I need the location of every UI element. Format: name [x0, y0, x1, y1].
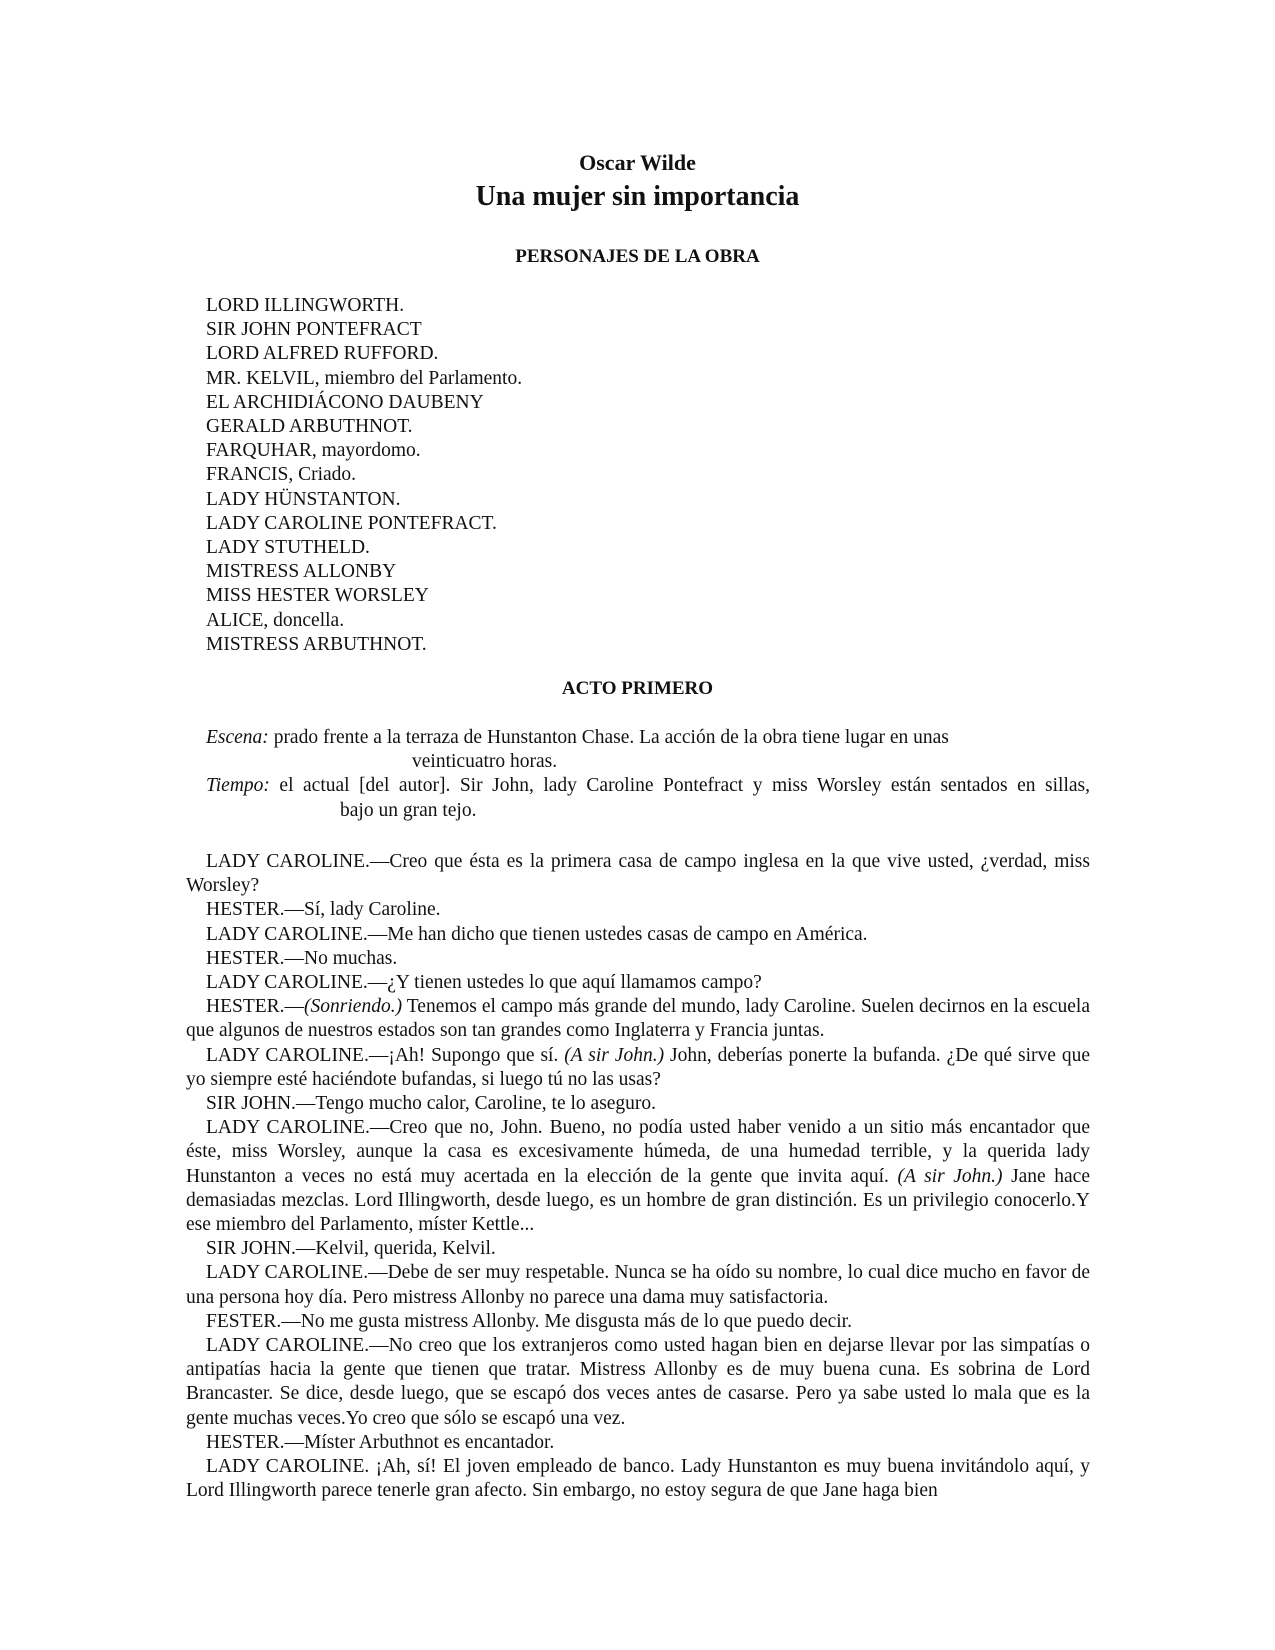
character-item: LORD ILLINGWORTH. [206, 295, 405, 316]
dialogue-line: FESTER.—No me gusta mistress Allonby. Me disgusta más de lo que puedo decir. [206, 1310, 852, 1332]
act-heading: ACTO PRIMERO [561, 678, 714, 699]
speech-text: John, deberías ponerte la bufanda. ¿De qué sirve que yo siempre esté haciéndote bufandas, si luego tú no las usas? [186, 1044, 1090, 1090]
dialogue-line: SIR JOHN.—Tengo mucho calor, Caroline, te lo aseguro. [206, 1093, 657, 1115]
time-paragraph [186, 774, 1090, 822]
stage-direction: (Sonriendo.) [304, 996, 403, 1018]
stage-direction: (A sir John.) [564, 1044, 665, 1066]
time-text-continued: bajo un gran tejo. [340, 799, 477, 821]
scene-text-continued: veinticuatro horas. [412, 751, 558, 773]
speech-text: Jane hace demasiadas mezclas. Lord Illingworth, desde luego, es un hombre de gran distinción. Es un privilegio conocerlo.Y ese miembro del Parlamento, míster Kettle... [186, 1165, 1090, 1236]
dialogue-line: LADY CAROLINE.—No creo que los extranjeros como usted hagan bien en dejarse llevar por las simpatías o antipatías hacia la gente que tienen que tratar. Mistress Allonby es de muy buena cuna. Es sobrina de Lord Brancaster. Se dice, desde luego, que se escapó dos veces antes de casarse. Pero ya sabe usted lo mala que es la gente muchas veces.Yo creo que sólo se escapó una vez. [186, 1335, 1090, 1429]
character-item: LORD ALFRED RUFFORD. [206, 343, 439, 365]
character-item: LADY CAROLINE PONTEFRACT. [206, 512, 497, 534]
characters-heading: PERSONAJES DE LA OBRA [515, 246, 760, 267]
character-item: LADY STUTHELD. [206, 537, 370, 559]
scene-label: Escena: [206, 727, 269, 748]
scene-text: prado frente a la terraza de Hunstanton Chase. La acción de la obra tiene lugar en unas [268, 727, 949, 748]
character-item: MISTRESS ARBUTHNOT. [206, 633, 427, 655]
dialogue-line: LADY CAROLINE.—¿Y tienen ustedes lo que aquí llamamos campo? [206, 972, 762, 994]
dialogue-line [186, 1044, 1090, 1092]
character-item: SIR JOHN PONTEFRACT [206, 319, 422, 341]
dialogue-line [186, 1116, 1090, 1237]
character-item: MISTRESS ALLONBY [206, 561, 397, 583]
character-item: FARQUHAR, mayordomo. [206, 440, 421, 462]
time-text: el actual [del autor]. Sir John, lady Caroline Pontefract y miss Worsley están sentados en sillas, [269, 775, 1090, 797]
dialogue-line [186, 995, 1090, 1043]
character-item: FRANCIS, Criado. [206, 464, 357, 486]
speech-text: Tenemos el campo más grande del mundo, lady Caroline. Suelen decirnos en la escuela que algunos de nuestros estados son tan grandes como Inglaterra y Francia juntas. [186, 996, 1090, 1042]
author-name: Oscar Wilde [579, 150, 696, 175]
dialogue-line: HESTER.—Míster Arbuthnot es encantador. [206, 1431, 555, 1453]
dialogue-line: SIR JOHN.—Kelvil, querida, Kelvil. [206, 1238, 496, 1260]
character-item: MR. KELVIL, miembro del Parlamento. [206, 367, 523, 389]
character-item: LADY HÜNSTANTON. [206, 488, 401, 510]
dialogue-line: HESTER.—Sí, lady Caroline. [206, 899, 441, 921]
speaker-text: LADY CAROLINE.—¡Ah! Supongo que sí. [206, 1044, 565, 1066]
character-item: ALICE, doncella. [206, 609, 345, 631]
character-item: GERALD ARBUTHNOT. [206, 416, 413, 438]
character-item: EL ARCHIDIÁCONO DAUBENY [206, 391, 484, 413]
stage-direction: (A sir John.) [897, 1165, 1003, 1187]
dialogue-line: LADY CAROLINE.—Me han dicho que tienen ustedes casas de campo en América. [206, 923, 868, 945]
dialogue-line: HESTER.—No muchas. [206, 947, 398, 969]
dialogue-line: LADY CAROLINE. ¡Ah, sí! El joven empleado de banco. Lady Hunstanton es muy buena invitándolo aquí, y Lord Illingworth parece tenerle gran afecto. Sin embargo, no estoy segura de que Jane haga bien [186, 1456, 1090, 1502]
play-title: Una mujer sin importancia [475, 181, 800, 212]
speaker-text: LADY CAROLINE.—Creo que no, John. Bueno, no podía usted haber venido a un sitio más encantador que éste, miss Worsley, aunque la casa es excesivamente húmeda, de una humedad terrible, y la querida lady Hunstanton a veces no está muy acertada en la elección de la gente que invita aquí. [186, 1117, 1090, 1187]
character-item: MISS HESTER WORSLEY [206, 585, 429, 607]
time-label: Tiempo: [206, 775, 270, 797]
dialogue-line: LADY CAROLINE.—Creo que ésta es la primera casa de campo inglesa en la que vive usted, ¿verdad, miss Worsley? [186, 851, 1090, 897]
dialogue-block [186, 850, 1090, 1503]
speaker-text: HESTER.— [206, 996, 305, 1018]
scene-paragraph [186, 726, 1090, 774]
character-list [206, 294, 522, 657]
dialogue-line: LADY CAROLINE.—Debe de ser muy respetable. Nunca se ha oído su nombre, lo cual dice mucho en favor de una persona hoy día. Pero mistress Allonby no parece una dama muy satisfactoria. [186, 1262, 1090, 1308]
stage-setting [186, 726, 1090, 823]
